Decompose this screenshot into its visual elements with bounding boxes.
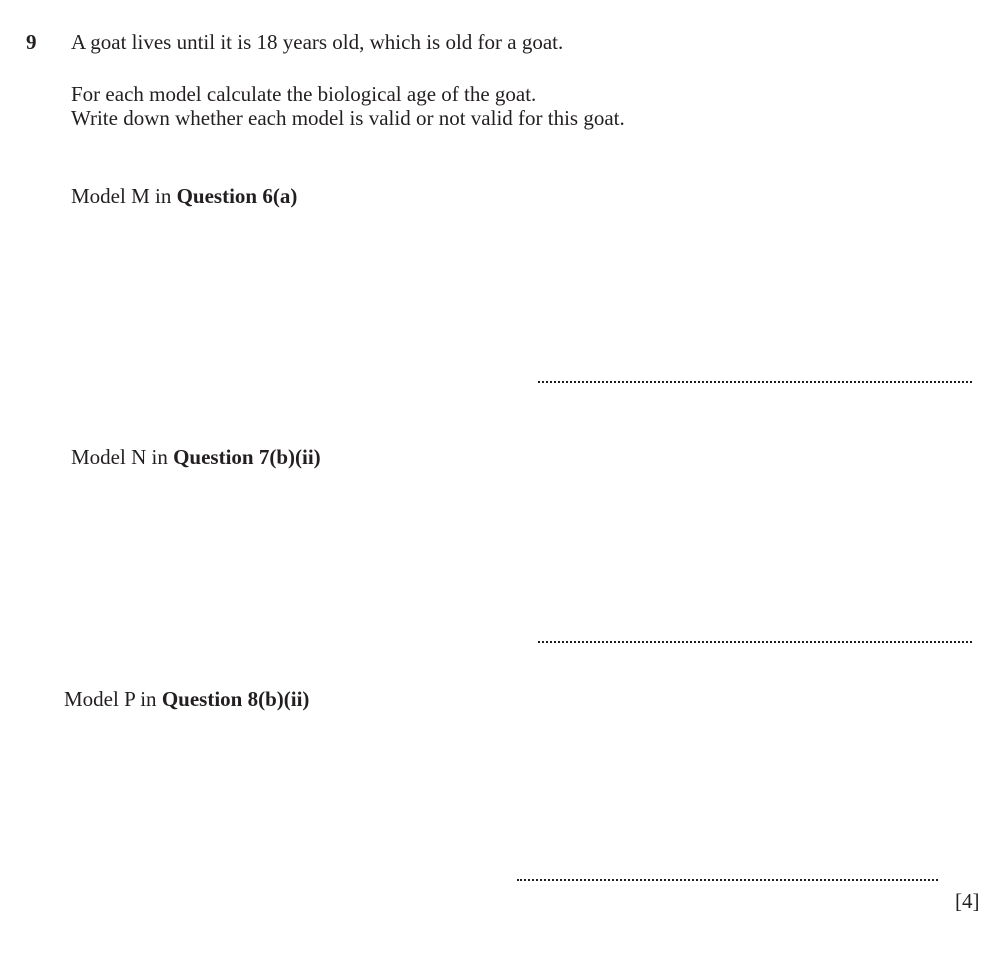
instruction-line: For each model calculate the biological age of the goat. bbox=[71, 82, 537, 106]
question-reference: Question 8(b)(ii) bbox=[161, 687, 310, 711]
question-intro: A goat lives until it is 18 years old, which is old for a goat. bbox=[71, 30, 564, 54]
answer-line-model-p[interactable] bbox=[517, 879, 938, 881]
answer-line-model-n[interactable] bbox=[538, 641, 972, 643]
instruction-line: Write down whether each model is valid or not valid for this goat. bbox=[71, 106, 625, 131]
question-reference: Question 6(a) bbox=[176, 184, 298, 208]
model-label: Model M in bbox=[71, 184, 177, 208]
question-reference: Question 7(b)(ii) bbox=[173, 445, 321, 469]
model-m-prompt bbox=[71, 184, 297, 208]
model-p-prompt bbox=[64, 687, 309, 711]
model-label: Model P in bbox=[64, 687, 162, 711]
marks-total: [4] bbox=[955, 889, 980, 913]
model-n-prompt bbox=[71, 445, 321, 469]
answer-line-model-m[interactable] bbox=[538, 381, 972, 383]
question-instructions bbox=[71, 82, 625, 130]
model-label: Model N in bbox=[71, 445, 174, 469]
question-number: 9 bbox=[26, 30, 37, 54]
